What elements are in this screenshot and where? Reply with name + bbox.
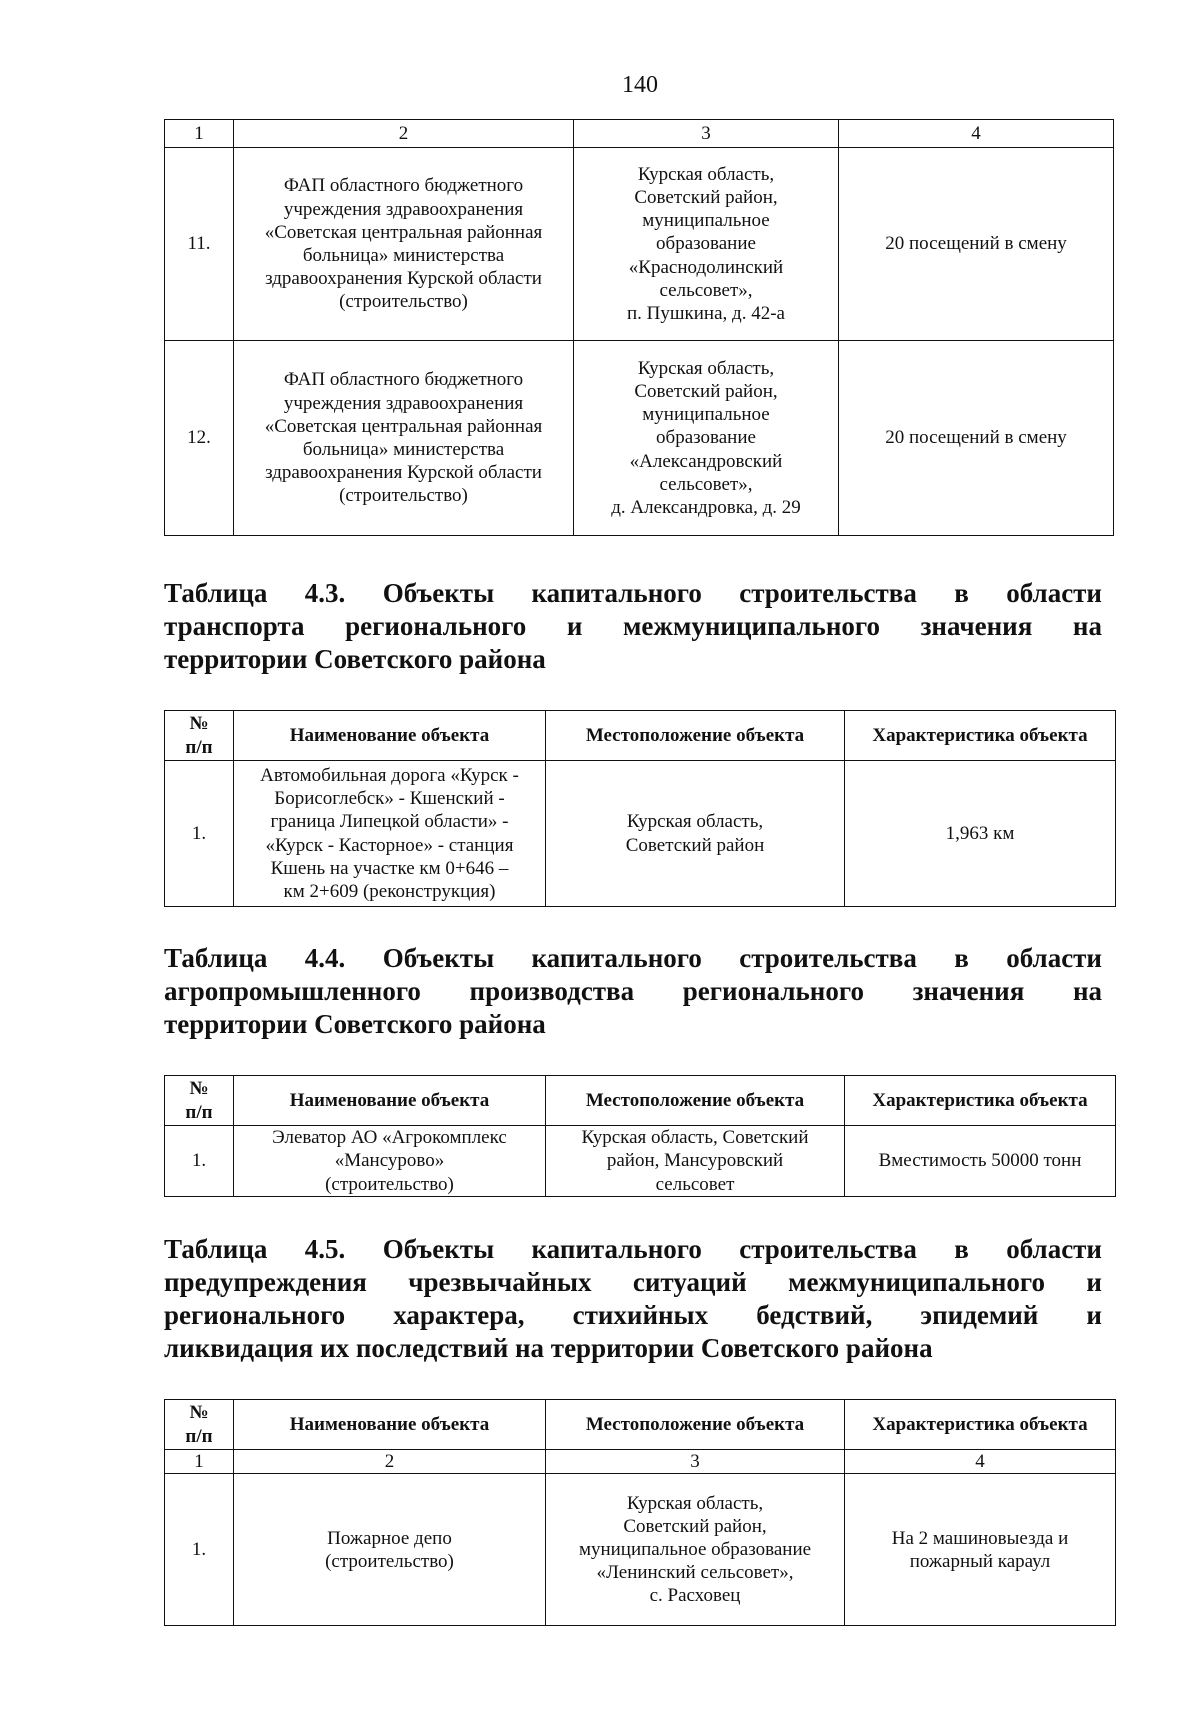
- object-characteristic: 20 посещений в смену: [839, 148, 1114, 341]
- heading-line: территории Советского района: [164, 1009, 546, 1039]
- table-row: [165, 1126, 1116, 1197]
- row-number: 12.: [165, 341, 234, 536]
- table-health-continuation: [164, 119, 1114, 536]
- header-number: № п/п: [165, 1076, 234, 1126]
- heading-line: регионального характера, стихийных бедствий, эпидемий и: [164, 1300, 1102, 1330]
- heading-line: Таблица 4.5. Объекты капитального строительства в области: [164, 1234, 1102, 1264]
- object-location: Курская область, Советский район, Мансуровский сельсовет: [546, 1126, 845, 1197]
- object-characteristic: Вместимость 50000 тонн: [845, 1126, 1116, 1197]
- object-name: Автомобильная дорога «Курск - Борисоглебск» - Кшенский - граница Липецкой области» - «Курск - Касторное» - станция Кшень на участке км 0+646 – км 2+609 (реконструкция): [234, 761, 546, 907]
- header-characteristic: Характеристика объекта: [845, 1400, 1116, 1450]
- page-number: 140: [622, 72, 658, 98]
- column-number: 4: [839, 120, 1114, 148]
- object-location: Курская область, Советский район: [546, 761, 845, 907]
- header-location: Местоположение объекта: [546, 711, 845, 761]
- object-characteristic: 20 посещений в смену: [839, 341, 1114, 536]
- header-row: [165, 1076, 1116, 1126]
- heading-line: транспорта регионального и межмуниципального значения на: [164, 611, 1102, 641]
- heading-line: ликвидация их последствий на территории Советского района: [164, 1333, 933, 1363]
- heading-table-4-4: [164, 942, 1102, 1041]
- column-number: 3: [546, 1450, 845, 1474]
- table-4-4: [164, 1075, 1116, 1197]
- table-row: [165, 761, 1116, 907]
- column-number: 1: [165, 1450, 234, 1474]
- header-characteristic: Характеристика объекта: [845, 1076, 1116, 1126]
- table-row: [165, 1474, 1116, 1626]
- heading-line: Таблица 4.4. Объекты капитального строительства в области: [164, 943, 1102, 973]
- heading-line: агропромышленного производства регионального значения на: [164, 976, 1102, 1006]
- header-name: Наименование объекта: [234, 1076, 546, 1126]
- header-row: [165, 711, 1116, 761]
- object-location: Курская область, Советский район, муниципальное образование «Александровский сельсовет», д. Александровка, д. 29: [574, 341, 839, 536]
- heading-line: предупреждения чрезвычайных ситуаций межмуниципального и: [164, 1267, 1102, 1297]
- heading-line: территории Советского района: [164, 644, 546, 674]
- column-number-row: [165, 1450, 1116, 1474]
- header-location: Местоположение объекта: [546, 1400, 845, 1450]
- column-number: 2: [234, 120, 574, 148]
- object-name: ФАП областного бюджетного учреждения здравоохранения «Советская центральная районная больница» министерства здравоохранения Курской области (строительство): [234, 341, 574, 536]
- table-row: [165, 148, 1114, 341]
- heading-line: Таблица 4.3. Объекты капитального строительства в области: [164, 578, 1102, 608]
- column-number: 1: [165, 120, 234, 148]
- object-characteristic: На 2 машиновыезда и пожарный караул: [845, 1474, 1116, 1626]
- table-row: [165, 341, 1114, 536]
- row-number: 11.: [165, 148, 234, 341]
- object-name: Элеватор АО «Агрокомплекс «Мансурово» (строительство): [234, 1126, 546, 1197]
- column-number: 4: [845, 1450, 1116, 1474]
- table-4-5: [164, 1399, 1116, 1626]
- object-name: ФАП областного бюджетного учреждения здравоохранения «Советская центральная районная больница» министерства здравоохранения Курской области (строительство): [234, 148, 574, 341]
- header-location: Местоположение объекта: [546, 1076, 845, 1126]
- header-characteristic: Характеристика объекта: [845, 711, 1116, 761]
- table-4-3: [164, 710, 1116, 907]
- object-characteristic: 1,963 км: [845, 761, 1116, 907]
- header-name: Наименование объекта: [234, 1400, 546, 1450]
- row-number: 1.: [165, 1474, 234, 1626]
- header-number: № п/п: [165, 711, 234, 761]
- heading-table-4-3: [164, 577, 1102, 676]
- object-location: Курская область, Советский район, муниципальное образование «Ленинский сельсовет», с. Расховец: [546, 1474, 845, 1626]
- object-location: Курская область, Советский район, муниципальное образование «Краснодолинский сельсовет», п. Пушкина, д. 42-а: [574, 148, 839, 341]
- header-number: № п/п: [165, 1400, 234, 1450]
- header-row: [165, 1400, 1116, 1450]
- object-name: Пожарное депо (строительство): [234, 1474, 546, 1626]
- row-number: 1.: [165, 1126, 234, 1197]
- header-name: Наименование объекта: [234, 711, 546, 761]
- heading-table-4-5: [164, 1233, 1102, 1365]
- column-number: 2: [234, 1450, 546, 1474]
- column-number: 3: [574, 120, 839, 148]
- column-number-row: [165, 120, 1114, 148]
- row-number: 1.: [165, 761, 234, 907]
